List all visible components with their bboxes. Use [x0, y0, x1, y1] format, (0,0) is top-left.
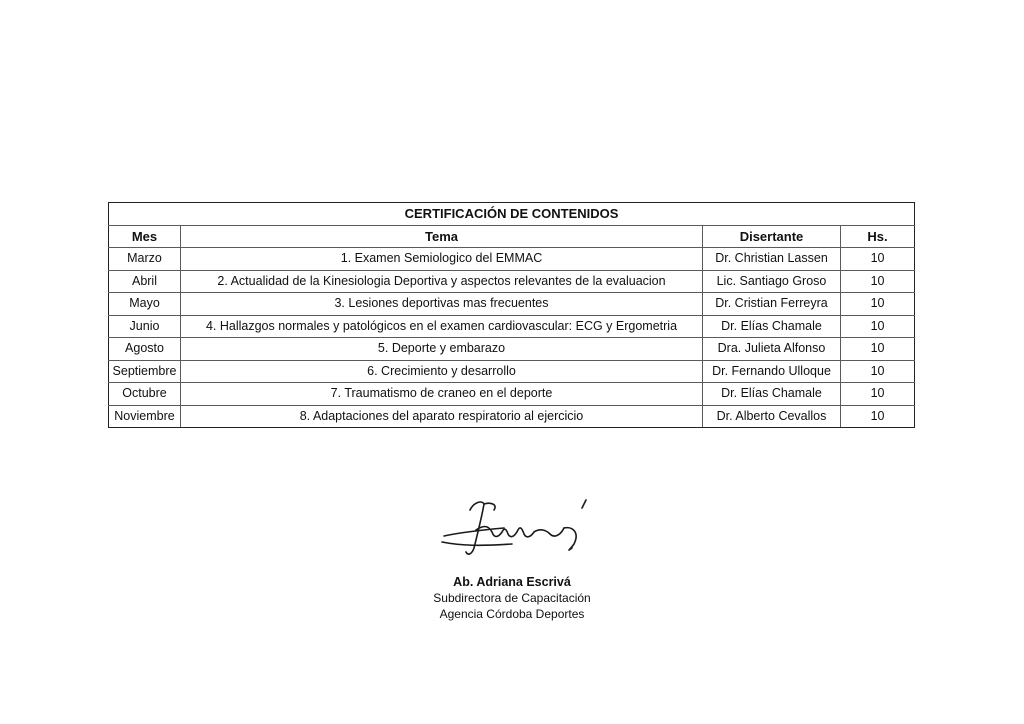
table-title: CERTIFICACIÓN DE CONTENIDOS: [109, 203, 915, 226]
table-row: [109, 248, 915, 271]
table-row: [109, 405, 915, 428]
cell-tema: 6. Crecimiento y desarrollo: [181, 360, 703, 383]
cell-tema: 2. Actualidad de la Kinesiologia Deportiva y aspectos relevantes de la evaluacion: [181, 270, 703, 293]
certification-table: [108, 202, 915, 428]
signer-role: Subdirectora de Capacitación: [433, 591, 591, 605]
cell-mes: Marzo: [109, 248, 181, 271]
table-row: [109, 338, 915, 361]
cell-disertante: Dr. Alberto Cevallos: [703, 405, 841, 428]
cell-disertante: Dr. Elías Chamale: [703, 383, 841, 406]
table-row: [109, 360, 915, 383]
header-disertante: Disertante: [703, 225, 841, 248]
cell-hs: 10: [841, 405, 915, 428]
cell-disertante: Dr. Fernando Ulloque: [703, 360, 841, 383]
cell-mes: Agosto: [109, 338, 181, 361]
cell-hs: 10: [841, 383, 915, 406]
signer-organization: Agencia Córdoba Deportes: [439, 607, 585, 621]
table-title-row: [109, 203, 915, 226]
cell-hs: 10: [841, 315, 915, 338]
signer-name: Ab. Adriana Escrivá: [453, 575, 571, 589]
handwritten-signature: [422, 492, 602, 570]
cell-tema: 8. Adaptaciones del aparato respiratorio al ejercicio: [181, 405, 703, 428]
cell-tema: 4. Hallazgos normales y patológicos en el examen cardiovascular: ECG y Ergometria: [181, 315, 703, 338]
cell-disertante: Dr. Cristian Ferreyra: [703, 293, 841, 316]
header-tema: Tema: [181, 225, 703, 248]
cell-hs: 10: [841, 270, 915, 293]
cell-mes: Octubre: [109, 383, 181, 406]
cell-disertante: Lic. Santiago Groso: [703, 270, 841, 293]
cell-mes: Abril: [109, 270, 181, 293]
cell-tema: 1. Examen Semiologico del EMMAC: [181, 248, 703, 271]
cell-mes: Junio: [109, 315, 181, 338]
cell-tema: 3. Lesiones deportivas mas frecuentes: [181, 293, 703, 316]
header-mes: Mes: [109, 225, 181, 248]
cell-hs: 10: [841, 248, 915, 271]
cell-hs: 10: [841, 293, 915, 316]
cell-hs: 10: [841, 360, 915, 383]
cell-disertante: Dr. Elías Chamale: [703, 315, 841, 338]
table-header-row: [109, 225, 915, 248]
table-row: [109, 270, 915, 293]
cell-disertante: Dra. Julieta Alfonso: [703, 338, 841, 361]
header-hs: Hs.: [841, 225, 915, 248]
cell-disertante: Dr. Christian Lassen: [703, 248, 841, 271]
cell-mes: Mayo: [109, 293, 181, 316]
cell-mes: Noviembre: [109, 405, 181, 428]
cell-tema: 7. Traumatismo de craneo en el deporte: [181, 383, 703, 406]
table-row: [109, 383, 915, 406]
signature-block: [412, 492, 612, 622]
table-row: [109, 315, 915, 338]
table-row: [109, 293, 915, 316]
cell-tema: 5. Deporte y embarazo: [181, 338, 703, 361]
cell-mes: Septiembre: [109, 360, 181, 383]
cell-hs: 10: [841, 338, 915, 361]
